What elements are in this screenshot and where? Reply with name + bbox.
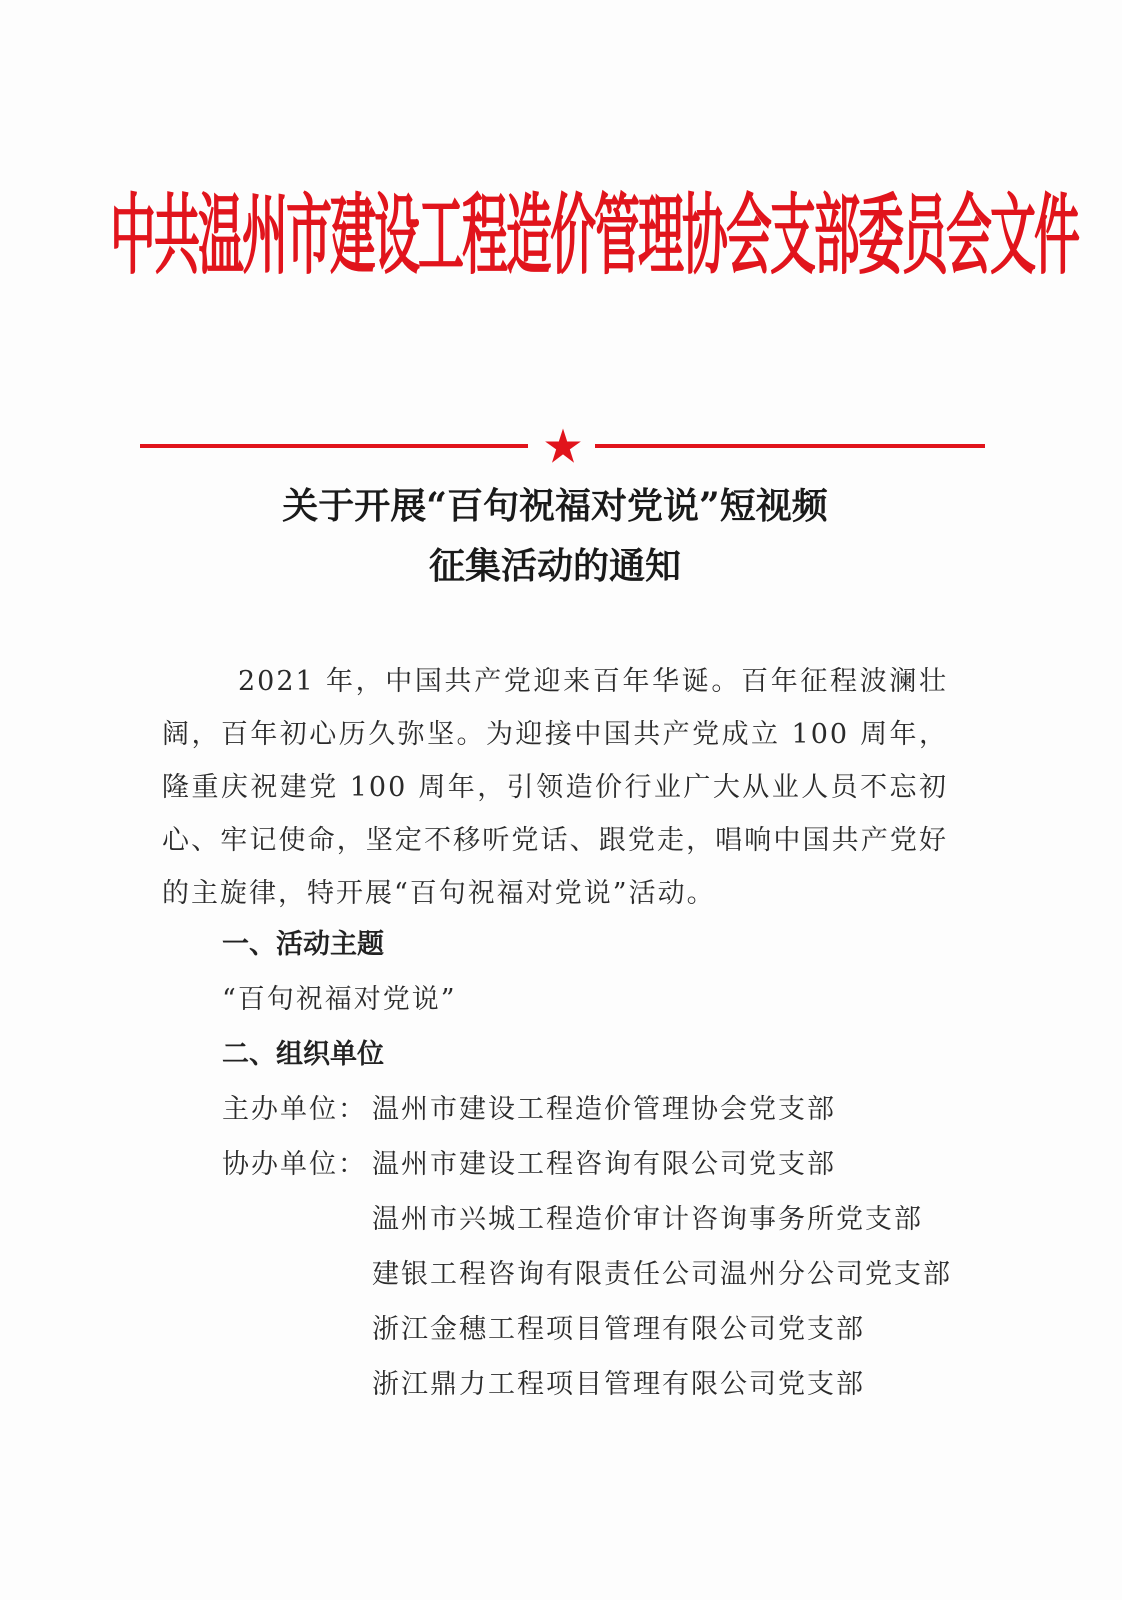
document-header-title: 中共温州市建设工程造价管理协会支部委员会文件 — [110, 183, 1078, 287]
co-organizer-item: 温州市兴城工程造价审计咨询事务所党支部 — [372, 1204, 923, 1235]
intro-paragraph: 2021 年，中国共产党迎来百年华诞。百年征程波澜壮阔，百年初心历久弥坚。为迎接中国共产党成立 100 周年，隆重庆祝建党 100 周年，引领造价行业广大从业人员不忘初心、牢记使命，坚定不移听党话、跟党走，唱响中国共产党好的主旋律，特开展“百句祝福对党说”活动。 — [162, 666, 948, 909]
theme-text: “百句祝福对党说” — [222, 984, 457, 1015]
notice-title-line1: 关于开展“百句祝福对党说”短视频 — [282, 485, 828, 527]
header-divider-right — [595, 444, 985, 448]
co-organizer-item: 建银工程咨询有限责任公司温州分公司党支部 — [372, 1259, 952, 1290]
host-label: 主办单位： — [222, 1094, 367, 1125]
co-organizer-item: 浙江金穗工程项目管理有限公司党支部 — [372, 1314, 865, 1345]
section-heading-organizers: 二、组织单位 — [222, 1039, 384, 1070]
notice-title-line2: 征集活动的通知 — [428, 545, 681, 587]
host-organization: 温州市建设工程造价管理协会党支部 — [372, 1094, 836, 1125]
co-organizer-item: 浙江鼎力工程项目管理有限公司党支部 — [372, 1369, 865, 1400]
co-organizer-label: 协办单位： — [222, 1149, 367, 1180]
section-heading-theme: 一、活动主题 — [222, 929, 384, 960]
co-organizer-item: 温州市建设工程咨询有限公司党支部 — [372, 1149, 836, 1180]
header-divider-left — [140, 444, 528, 448]
star-icon — [544, 427, 582, 465]
